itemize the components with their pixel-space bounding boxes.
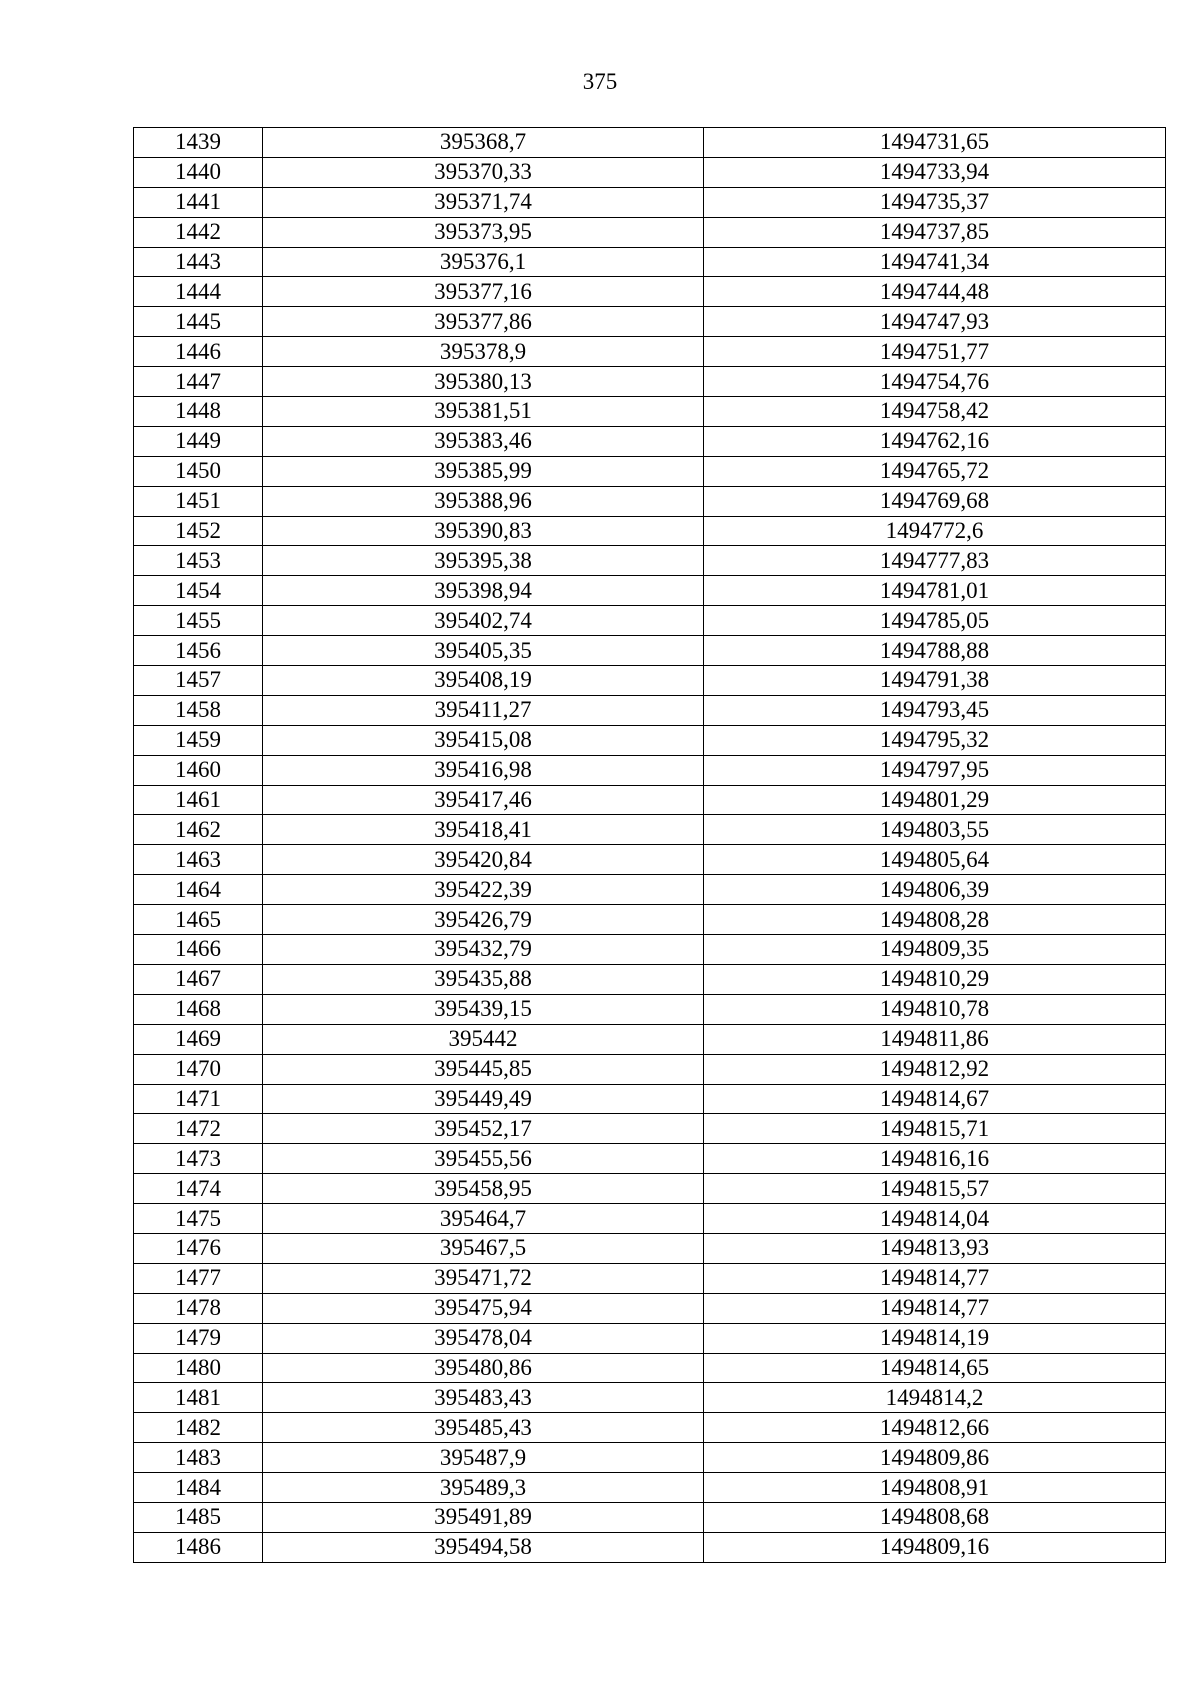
point-number-cell: 1466 (134, 935, 263, 965)
table-row (134, 456, 1166, 486)
point-number-cell: 1484 (134, 1473, 263, 1503)
x-coordinate-cell: 395411,27 (263, 695, 704, 725)
x-coordinate-cell: 395377,86 (263, 307, 704, 337)
y-coordinate-cell: 1494816,16 (704, 1144, 1166, 1174)
table-row (134, 695, 1166, 725)
y-coordinate-cell: 1494801,29 (704, 785, 1166, 815)
y-coordinate-cell: 1494781,01 (704, 576, 1166, 606)
x-coordinate-cell: 395475,94 (263, 1293, 704, 1323)
x-coordinate-cell: 395478,04 (263, 1323, 704, 1353)
y-coordinate-cell: 1494803,55 (704, 815, 1166, 845)
x-coordinate-cell: 395464,7 (263, 1204, 704, 1234)
table-row (134, 1473, 1166, 1503)
table-row (134, 845, 1166, 875)
table-row (134, 815, 1166, 845)
point-number-cell: 1460 (134, 755, 263, 785)
table-row (134, 1413, 1166, 1443)
x-coordinate-cell: 395494,58 (263, 1532, 704, 1562)
coordinates-table-body (134, 128, 1166, 1563)
table-row (134, 1024, 1166, 1054)
y-coordinate-cell: 1494809,86 (704, 1443, 1166, 1473)
table-row (134, 1293, 1166, 1323)
point-number-cell: 1474 (134, 1174, 263, 1204)
point-number-cell: 1453 (134, 546, 263, 576)
x-coordinate-cell: 395422,39 (263, 875, 704, 905)
y-coordinate-cell: 1494744,48 (704, 277, 1166, 307)
y-coordinate-cell: 1494797,95 (704, 755, 1166, 785)
y-coordinate-cell: 1494814,19 (704, 1323, 1166, 1353)
table-row (134, 486, 1166, 516)
table-row (134, 875, 1166, 905)
point-number-cell: 1452 (134, 516, 263, 546)
table-row (134, 1323, 1166, 1353)
y-coordinate-cell: 1494810,78 (704, 994, 1166, 1024)
y-coordinate-cell: 1494809,35 (704, 935, 1166, 965)
table-row (134, 1204, 1166, 1234)
point-number-cell: 1477 (134, 1263, 263, 1293)
point-number-cell: 1485 (134, 1502, 263, 1532)
y-coordinate-cell: 1494762,16 (704, 426, 1166, 456)
y-coordinate-cell: 1494758,42 (704, 397, 1166, 427)
x-coordinate-cell: 395420,84 (263, 845, 704, 875)
x-coordinate-cell: 395385,99 (263, 456, 704, 486)
x-coordinate-cell: 395408,19 (263, 666, 704, 696)
point-number-cell: 1447 (134, 367, 263, 397)
table-row (134, 636, 1166, 666)
point-number-cell: 1454 (134, 576, 263, 606)
x-coordinate-cell: 395455,56 (263, 1144, 704, 1174)
point-number-cell: 1469 (134, 1024, 263, 1054)
table-row (134, 277, 1166, 307)
table-row (134, 1532, 1166, 1562)
y-coordinate-cell: 1494814,65 (704, 1353, 1166, 1383)
x-coordinate-cell: 395471,72 (263, 1263, 704, 1293)
y-coordinate-cell: 1494741,34 (704, 247, 1166, 277)
y-coordinate-cell: 1494815,71 (704, 1114, 1166, 1144)
table-row (134, 606, 1166, 636)
x-coordinate-cell: 395381,51 (263, 397, 704, 427)
point-number-cell: 1444 (134, 277, 263, 307)
x-coordinate-cell: 395390,83 (263, 516, 704, 546)
point-number-cell: 1486 (134, 1532, 263, 1562)
x-coordinate-cell: 395489,3 (263, 1473, 704, 1503)
table-row (134, 337, 1166, 367)
point-number-cell: 1440 (134, 157, 263, 187)
x-coordinate-cell: 395398,94 (263, 576, 704, 606)
y-coordinate-cell: 1494811,86 (704, 1024, 1166, 1054)
table-row (134, 1144, 1166, 1174)
x-coordinate-cell: 395376,1 (263, 247, 704, 277)
y-coordinate-cell: 1494814,67 (704, 1084, 1166, 1114)
x-coordinate-cell: 395378,9 (263, 337, 704, 367)
y-coordinate-cell: 1494808,28 (704, 905, 1166, 935)
y-coordinate-cell: 1494747,93 (704, 307, 1166, 337)
table-row (134, 516, 1166, 546)
y-coordinate-cell: 1494815,57 (704, 1174, 1166, 1204)
point-number-cell: 1476 (134, 1233, 263, 1263)
table-row (134, 935, 1166, 965)
point-number-cell: 1470 (134, 1054, 263, 1084)
y-coordinate-cell: 1494814,2 (704, 1383, 1166, 1413)
y-coordinate-cell: 1494808,91 (704, 1473, 1166, 1503)
point-number-cell: 1461 (134, 785, 263, 815)
y-coordinate-cell: 1494812,92 (704, 1054, 1166, 1084)
x-coordinate-cell: 395432,79 (263, 935, 704, 965)
x-coordinate-cell: 395467,5 (263, 1233, 704, 1263)
y-coordinate-cell: 1494777,83 (704, 546, 1166, 576)
y-coordinate-cell: 1494814,77 (704, 1293, 1166, 1323)
y-coordinate-cell: 1494791,38 (704, 666, 1166, 696)
y-coordinate-cell: 1494735,37 (704, 187, 1166, 217)
table-row (134, 397, 1166, 427)
x-coordinate-cell: 395417,46 (263, 785, 704, 815)
x-coordinate-cell: 395380,13 (263, 367, 704, 397)
point-number-cell: 1479 (134, 1323, 263, 1353)
table-row (134, 307, 1166, 337)
x-coordinate-cell: 395418,41 (263, 815, 704, 845)
y-coordinate-cell: 1494765,72 (704, 456, 1166, 486)
point-number-cell: 1473 (134, 1144, 263, 1174)
y-coordinate-cell: 1494785,05 (704, 606, 1166, 636)
page-number: 375 (582, 69, 618, 94)
y-coordinate-cell: 1494788,88 (704, 636, 1166, 666)
point-number-cell: 1457 (134, 666, 263, 696)
point-number-cell: 1441 (134, 187, 263, 217)
point-number-cell: 1439 (134, 128, 263, 158)
table-row (134, 666, 1166, 696)
point-number-cell: 1455 (134, 606, 263, 636)
table-row (134, 217, 1166, 247)
table-row (134, 1443, 1166, 1473)
point-number-cell: 1472 (134, 1114, 263, 1144)
coordinates-table (133, 127, 1166, 1563)
point-number-cell: 1443 (134, 247, 263, 277)
table-row (134, 1054, 1166, 1084)
x-coordinate-cell: 395405,35 (263, 636, 704, 666)
y-coordinate-cell: 1494814,04 (704, 1204, 1166, 1234)
point-number-cell: 1448 (134, 397, 263, 427)
table-row (134, 994, 1166, 1024)
x-coordinate-cell: 395368,7 (263, 128, 704, 158)
point-number-cell: 1445 (134, 307, 263, 337)
y-coordinate-cell: 1494731,65 (704, 128, 1166, 158)
y-coordinate-cell: 1494808,68 (704, 1502, 1166, 1532)
y-coordinate-cell: 1494809,16 (704, 1532, 1166, 1562)
x-coordinate-cell: 395442 (263, 1024, 704, 1054)
x-coordinate-cell: 395445,85 (263, 1054, 704, 1084)
table-row (134, 905, 1166, 935)
x-coordinate-cell: 395416,98 (263, 755, 704, 785)
y-coordinate-cell: 1494795,32 (704, 725, 1166, 755)
point-number-cell: 1475 (134, 1204, 263, 1234)
table-row (134, 128, 1166, 158)
point-number-cell: 1465 (134, 905, 263, 935)
table-row (134, 576, 1166, 606)
table-row (134, 1114, 1166, 1144)
y-coordinate-cell: 1494810,29 (704, 964, 1166, 994)
point-number-cell: 1450 (134, 456, 263, 486)
table-row (134, 157, 1166, 187)
point-number-cell: 1468 (134, 994, 263, 1024)
x-coordinate-cell: 395371,74 (263, 187, 704, 217)
x-coordinate-cell: 395452,17 (263, 1114, 704, 1144)
point-number-cell: 1463 (134, 845, 263, 875)
y-coordinate-cell: 1494813,93 (704, 1233, 1166, 1263)
table-row (134, 725, 1166, 755)
x-coordinate-cell: 395370,33 (263, 157, 704, 187)
table-row (134, 755, 1166, 785)
x-coordinate-cell: 395491,89 (263, 1502, 704, 1532)
y-coordinate-cell: 1494772,6 (704, 516, 1166, 546)
x-coordinate-cell: 395395,38 (263, 546, 704, 576)
y-coordinate-cell: 1494733,94 (704, 157, 1166, 187)
table-row (134, 546, 1166, 576)
x-coordinate-cell: 395449,49 (263, 1084, 704, 1114)
table-row (134, 1263, 1166, 1293)
x-coordinate-cell: 395483,43 (263, 1383, 704, 1413)
point-number-cell: 1482 (134, 1413, 263, 1443)
point-number-cell: 1449 (134, 426, 263, 456)
y-coordinate-cell: 1494769,68 (704, 486, 1166, 516)
point-number-cell: 1459 (134, 725, 263, 755)
y-coordinate-cell: 1494737,85 (704, 217, 1166, 247)
x-coordinate-cell: 395415,08 (263, 725, 704, 755)
x-coordinate-cell: 395485,43 (263, 1413, 704, 1443)
point-number-cell: 1442 (134, 217, 263, 247)
table-row (134, 1353, 1166, 1383)
y-coordinate-cell: 1494751,77 (704, 337, 1166, 367)
point-number-cell: 1458 (134, 695, 263, 725)
x-coordinate-cell: 395388,96 (263, 486, 704, 516)
y-coordinate-cell: 1494805,64 (704, 845, 1166, 875)
table-row (134, 247, 1166, 277)
y-coordinate-cell: 1494754,76 (704, 367, 1166, 397)
x-coordinate-cell: 395435,88 (263, 964, 704, 994)
point-number-cell: 1471 (134, 1084, 263, 1114)
x-coordinate-cell: 395383,46 (263, 426, 704, 456)
y-coordinate-cell: 1494793,45 (704, 695, 1166, 725)
point-number-cell: 1451 (134, 486, 263, 516)
point-number-cell: 1464 (134, 875, 263, 905)
table-row (134, 1084, 1166, 1114)
x-coordinate-cell: 395373,95 (263, 217, 704, 247)
table-row (134, 785, 1166, 815)
x-coordinate-cell: 395426,79 (263, 905, 704, 935)
point-number-cell: 1456 (134, 636, 263, 666)
x-coordinate-cell: 395439,15 (263, 994, 704, 1024)
x-coordinate-cell: 395487,9 (263, 1443, 704, 1473)
x-coordinate-cell: 395377,16 (263, 277, 704, 307)
point-number-cell: 1483 (134, 1443, 263, 1473)
table-row (134, 187, 1166, 217)
point-number-cell: 1462 (134, 815, 263, 845)
table-row (134, 1383, 1166, 1413)
x-coordinate-cell: 395458,95 (263, 1174, 704, 1204)
y-coordinate-cell: 1494814,77 (704, 1263, 1166, 1293)
table-row (134, 1174, 1166, 1204)
y-coordinate-cell: 1494806,39 (704, 875, 1166, 905)
x-coordinate-cell: 395402,74 (263, 606, 704, 636)
table-row (134, 426, 1166, 456)
y-coordinate-cell: 1494812,66 (704, 1413, 1166, 1443)
x-coordinate-cell: 395480,86 (263, 1353, 704, 1383)
point-number-cell: 1467 (134, 964, 263, 994)
table-row (134, 367, 1166, 397)
table-row (134, 1233, 1166, 1263)
point-number-cell: 1478 (134, 1293, 263, 1323)
point-number-cell: 1481 (134, 1383, 263, 1413)
point-number-cell: 1446 (134, 337, 263, 367)
table-row (134, 964, 1166, 994)
point-number-cell: 1480 (134, 1353, 263, 1383)
table-row (134, 1502, 1166, 1532)
